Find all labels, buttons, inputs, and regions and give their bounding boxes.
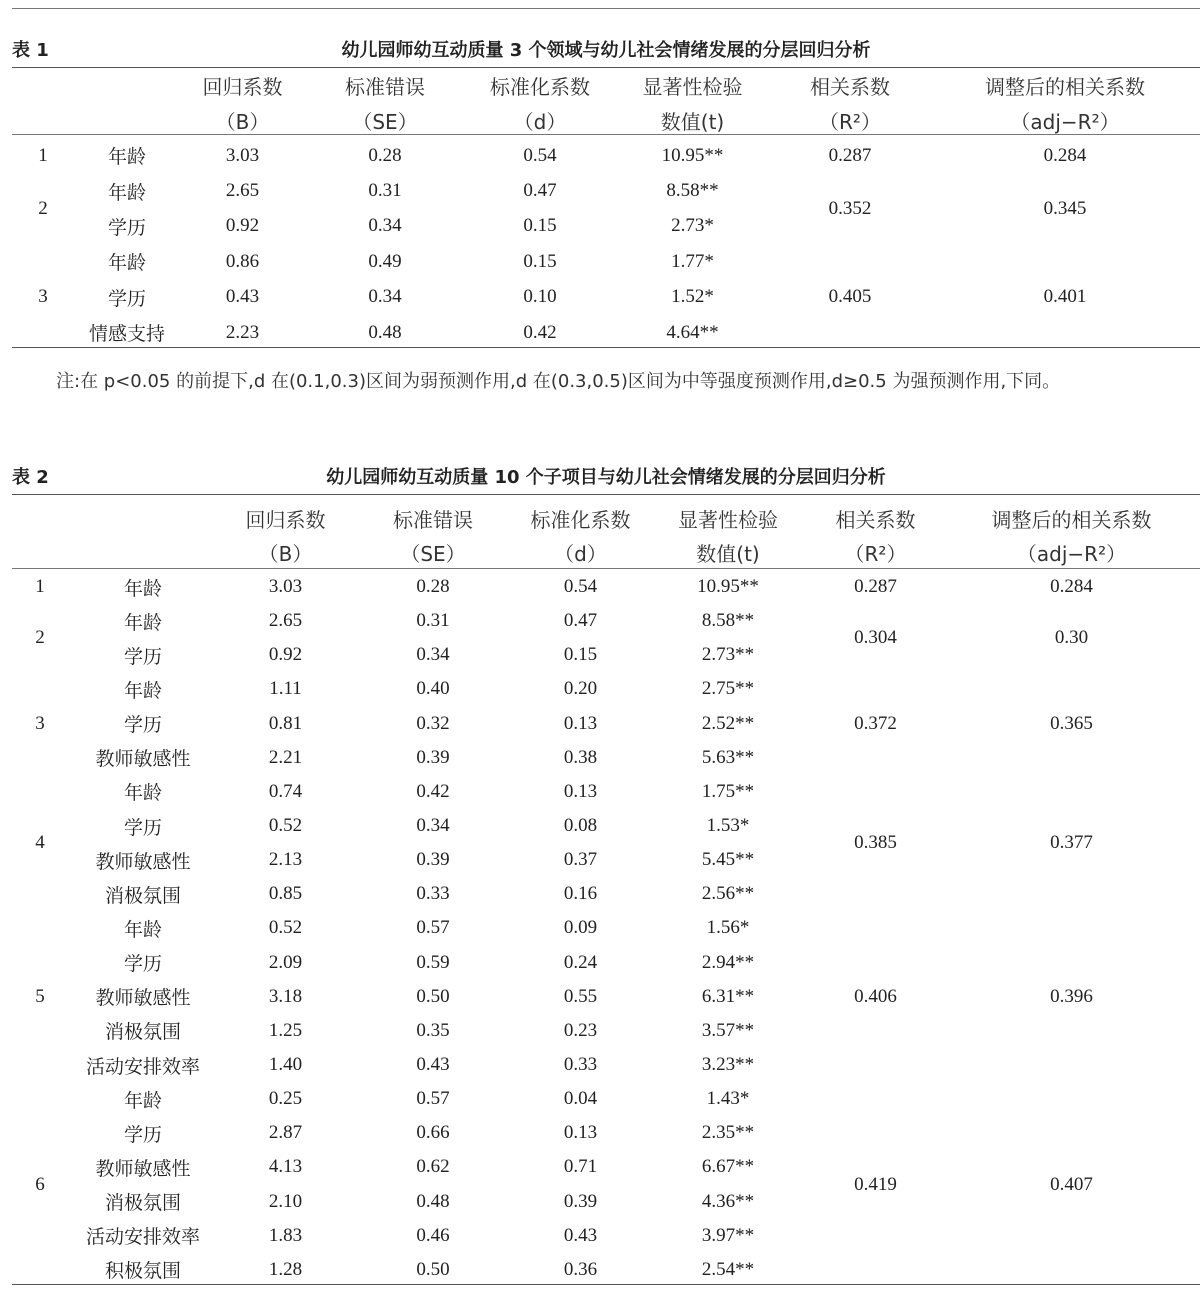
std-error: 0.57	[416, 917, 450, 939]
std-error: 0.59	[416, 951, 450, 973]
r-squared: 0.352	[828, 197, 872, 219]
coef-b: 0.52	[268, 917, 303, 939]
variable-name: 年龄	[123, 577, 162, 600]
std-error: 0.48	[416, 1190, 450, 1212]
t-value: 8.58**	[701, 610, 755, 632]
column-header-line2: （R²）	[844, 542, 907, 566]
t-value: 3.23**	[701, 1054, 755, 1076]
variable-name: 学历	[107, 287, 146, 310]
variable-name: 消极氛围	[104, 884, 181, 907]
std-coef-d: 0.13	[563, 780, 598, 802]
std-error: 0.32	[416, 712, 450, 734]
variable-name: 情感支持	[88, 323, 165, 346]
std-error: 0.34	[368, 215, 402, 237]
variable-name: 活动安排效率	[85, 1055, 200, 1078]
variable-name: 年龄	[107, 252, 146, 275]
table1-label: 表 1	[12, 40, 49, 61]
r-squared: 0.405	[828, 286, 872, 308]
t-value: 1.43*	[706, 1088, 750, 1110]
variable-name: 学历	[123, 816, 162, 839]
t-value: 5.63**	[701, 746, 755, 768]
variable-name: 消极氛围	[104, 1192, 181, 1215]
coef-b: 0.92	[225, 215, 260, 237]
std-coef-d: 0.16	[563, 883, 598, 905]
coef-b: 0.52	[268, 815, 303, 837]
std-coef-d: 0.37	[563, 849, 598, 871]
table-row	[12, 1082, 1200, 1116]
coef-b: 1.28	[268, 1258, 303, 1280]
r-squared: 0.419	[854, 1173, 897, 1195]
std-error: 0.31	[416, 610, 450, 632]
std-coef-d: 0.39	[563, 1190, 598, 1212]
coef-b: 0.81	[268, 712, 303, 734]
variable-name: 学历	[123, 1123, 162, 1146]
adj-r-squared: 0.284	[1043, 144, 1087, 166]
r-squared: 0.406	[854, 985, 897, 1007]
model-number: 2	[35, 627, 45, 649]
model-number: 3	[35, 712, 45, 734]
table-row	[12, 138, 1200, 173]
variable-name: 年龄	[123, 1089, 162, 1112]
std-error: 0.34	[416, 644, 450, 666]
variable-name: 教师敏感性	[95, 1157, 191, 1180]
coef-b: 3.03	[225, 144, 260, 166]
model-number: 4	[35, 832, 45, 854]
table-row	[12, 911, 1200, 945]
column-header-line1: 相关系数	[810, 74, 890, 99]
column-header-line2: （adj−R²）	[1010, 109, 1120, 134]
adj-r-squared: 0.345	[1043, 197, 1087, 219]
adj-r-squared: 0.377	[1050, 832, 1093, 854]
std-coef-d: 0.54	[523, 144, 557, 166]
table1-header-rule	[12, 134, 1200, 135]
variable-name: 教师敏感性	[95, 850, 191, 873]
std-error: 0.39	[416, 746, 450, 768]
std-error: 0.40	[416, 678, 450, 700]
r-squared: 0.287	[854, 576, 897, 598]
t-value: 2.56**	[701, 883, 755, 905]
std-error: 0.28	[416, 576, 450, 598]
table1	[12, 68, 1200, 350]
t-value: 3.57**	[701, 1019, 755, 1041]
coef-b: 0.85	[268, 883, 303, 905]
t-value: 2.52**	[701, 712, 755, 734]
variable-name: 年龄	[123, 782, 162, 805]
table-row	[12, 672, 1200, 706]
std-coef-d: 0.47	[563, 610, 598, 632]
coef-b: 1.11	[269, 678, 302, 700]
coef-b: 1.40	[268, 1054, 303, 1076]
coef-b: 2.23	[225, 321, 260, 343]
column-header-line1: 回归系数	[202, 74, 283, 99]
t-value: 4.36**	[701, 1190, 755, 1212]
table-row	[12, 173, 1200, 208]
t-value: 1.53*	[706, 815, 750, 837]
variable-name: 年龄	[123, 679, 162, 702]
table1-title: 幼儿园师幼互动质量 3 个领域与幼儿社会情绪发展的分层回归分析	[341, 40, 871, 61]
model-number: 2	[38, 197, 48, 219]
t-value: 6.67**	[701, 1156, 755, 1178]
std-error: 0.31	[368, 180, 402, 202]
t-value: 2.94**	[701, 951, 755, 973]
variable-name: 年龄	[123, 918, 162, 941]
adj-r-squared: 0.407	[1050, 1173, 1093, 1195]
std-error: 0.33	[416, 883, 450, 905]
column-header-line1: 标准化系数	[530, 508, 631, 532]
model-number: 6	[35, 1173, 45, 1195]
variable-name: 学历	[123, 953, 162, 976]
std-error: 0.35	[416, 1019, 450, 1041]
column-header-line2: （adj−R²）	[1016, 542, 1127, 566]
column-header-line1: 相关系数	[835, 508, 916, 532]
std-error: 0.34	[416, 815, 450, 837]
column-header-line2: （R²）	[819, 109, 881, 134]
variable-name: 年龄	[107, 181, 146, 204]
variable-name: 年龄	[107, 146, 146, 169]
t-value: 8.58**	[666, 180, 719, 202]
coef-b: 2.13	[268, 849, 303, 871]
table2-header-rule	[12, 568, 1200, 569]
t-value: 1.52*	[671, 286, 714, 308]
std-coef-d: 0.09	[563, 917, 598, 939]
std-coef-d: 0.36	[563, 1258, 598, 1280]
coef-b: 1.83	[268, 1224, 303, 1246]
model-number: 3	[38, 286, 48, 308]
coef-b: 3.03	[268, 576, 303, 598]
table2-title: 幼儿园师幼互动质量 10 个子项目与幼儿社会情绪发展的分层回归分析	[326, 467, 886, 488]
table2-label: 表 2	[12, 467, 49, 488]
column-header-line1: 回归系数	[245, 508, 326, 532]
variable-name: 学历	[107, 216, 146, 239]
column-header-line1: 调整后的相关系数	[985, 74, 1145, 99]
coef-b: 0.74	[268, 780, 303, 802]
std-coef-d: 0.55	[563, 985, 598, 1007]
coef-b: 2.87	[268, 1122, 303, 1144]
t-value: 6.31**	[701, 985, 755, 1007]
adj-r-squared: 0.401	[1043, 286, 1087, 308]
t-value: 2.73*	[671, 215, 714, 237]
std-error: 0.50	[416, 1258, 450, 1280]
std-error: 0.57	[416, 1088, 450, 1110]
std-error: 0.66	[416, 1122, 450, 1144]
table2	[12, 502, 1200, 1287]
variable-name: 教师敏感性	[95, 987, 191, 1010]
std-coef-d: 0.47	[523, 180, 557, 202]
coef-b: 0.86	[225, 250, 260, 272]
std-coef-d: 0.24	[563, 951, 598, 973]
coef-b: 2.09	[268, 951, 303, 973]
coef-b: 2.65	[268, 610, 303, 632]
coef-b: 0.43	[225, 286, 260, 308]
std-coef-d: 0.42	[523, 321, 557, 343]
t-value: 2.73**	[701, 644, 755, 666]
coef-b: 2.10	[268, 1190, 303, 1212]
t-value: 1.75**	[701, 780, 755, 802]
column-header-line2: 数值(t)	[660, 109, 725, 134]
model-number: 1	[38, 144, 48, 166]
column-header-line1: 标准错误	[345, 74, 425, 99]
table-note: 注:在 p<0.05 的前提下,d 在(0.1,0.3)区间为弱预测作用,d 在(0.3,0.5)区间为中等强度预测作用,d≥0.5 为强预测作用,下同。	[56, 371, 1061, 392]
model-number: 5	[35, 985, 45, 1007]
std-coef-d: 0.71	[563, 1156, 598, 1178]
column-header-line1: 显著性检验	[678, 508, 778, 532]
std-coef-d: 0.08	[563, 815, 598, 837]
std-error: 0.39	[416, 849, 450, 871]
column-header-line1: 显著性检验	[642, 74, 743, 99]
variable-name: 学历	[123, 714, 162, 737]
model-number: 1	[35, 576, 45, 598]
adj-r-squared: 0.284	[1050, 576, 1093, 598]
std-coef-d: 0.13	[563, 712, 598, 734]
std-coef-d: 0.10	[523, 286, 557, 308]
table-row	[12, 244, 1200, 279]
column-header-line2: （B）	[258, 542, 313, 566]
t-value: 2.54**	[701, 1258, 755, 1280]
std-error: 0.34	[368, 286, 402, 308]
variable-name: 消极氛围	[104, 1021, 181, 1044]
column-header-line2: （d）	[554, 542, 607, 566]
column-header-line1: 标准错误	[393, 508, 473, 532]
t-value: 5.45**	[701, 849, 755, 871]
variable-name: 学历	[123, 645, 162, 668]
header-row	[12, 535, 1200, 570]
adj-r-squared: 0.30	[1054, 627, 1089, 649]
t-value: 2.35**	[701, 1122, 755, 1144]
std-coef-d: 0.54	[563, 576, 598, 598]
column-header-line2: （d）	[513, 109, 567, 134]
coef-b: 2.65	[225, 180, 260, 202]
std-error: 0.46	[416, 1224, 450, 1246]
table2-top-rule	[12, 494, 1200, 495]
std-coef-d: 0.15	[563, 644, 598, 666]
column-header-line1: 标准化系数	[490, 74, 590, 99]
std-coef-d: 0.38	[563, 746, 598, 768]
header-row	[12, 502, 1200, 535]
std-coef-d: 0.15	[523, 215, 557, 237]
variable-name: 年龄	[123, 611, 162, 634]
std-error: 0.48	[368, 321, 402, 343]
table1-caption	[12, 32, 1200, 62]
table1-bottom-rule	[12, 347, 1200, 348]
std-error: 0.62	[416, 1156, 450, 1178]
t-value: 3.97**	[701, 1224, 755, 1246]
std-error: 0.42	[416, 780, 450, 802]
r-squared: 0.287	[828, 144, 872, 166]
r-squared: 0.372	[854, 712, 897, 734]
column-header-line2: （SE）	[352, 109, 418, 134]
std-coef-d: 0.23	[563, 1019, 598, 1041]
std-coef-d: 0.33	[563, 1054, 598, 1076]
t-value: 1.56*	[706, 917, 750, 939]
column-header-line2: （SE）	[400, 542, 466, 566]
t-value: 1.77*	[671, 250, 714, 272]
t-value: 4.64**	[666, 321, 719, 343]
header-row	[12, 68, 1200, 102]
r-squared: 0.304	[854, 627, 897, 649]
std-error: 0.43	[416, 1054, 450, 1076]
coef-b: 4.13	[268, 1156, 303, 1178]
column-header-line2: （B）	[215, 109, 270, 134]
std-coef-d: 0.43	[563, 1224, 598, 1246]
std-coef-d: 0.04	[563, 1088, 598, 1110]
table2-bottom-rule	[12, 1284, 1200, 1285]
header-row	[12, 102, 1200, 138]
variable-name: 活动安排效率	[85, 1226, 200, 1249]
table-row	[12, 604, 1200, 638]
coef-b: 1.25	[268, 1019, 303, 1041]
std-error: 0.28	[368, 144, 402, 166]
r-squared: 0.385	[854, 832, 897, 854]
coef-b: 0.92	[268, 644, 303, 666]
coef-b: 2.21	[268, 746, 303, 768]
column-header-line2: 数值(t)	[696, 542, 760, 566]
adj-r-squared: 0.396	[1050, 985, 1093, 1007]
table-row	[12, 775, 1200, 809]
std-error: 0.50	[416, 985, 450, 1007]
coef-b: 3.18	[268, 985, 303, 1007]
std-coef-d: 0.13	[563, 1122, 598, 1144]
t-value: 2.75**	[701, 678, 755, 700]
top-rule	[12, 8, 1200, 9]
t-value: 10.95**	[697, 576, 759, 598]
t-value: 10.95**	[661, 144, 724, 166]
std-coef-d: 0.20	[563, 678, 598, 700]
variable-name: 积极氛围	[104, 1260, 181, 1283]
coef-b: 0.25	[268, 1088, 303, 1110]
table-row	[12, 570, 1200, 604]
std-coef-d: 0.15	[523, 250, 557, 272]
variable-name: 教师敏感性	[95, 748, 191, 771]
table2-caption	[12, 459, 1200, 489]
adj-r-squared: 0.365	[1050, 712, 1093, 734]
column-header-line1: 调整后的相关系数	[991, 508, 1152, 532]
std-error: 0.49	[368, 250, 402, 272]
